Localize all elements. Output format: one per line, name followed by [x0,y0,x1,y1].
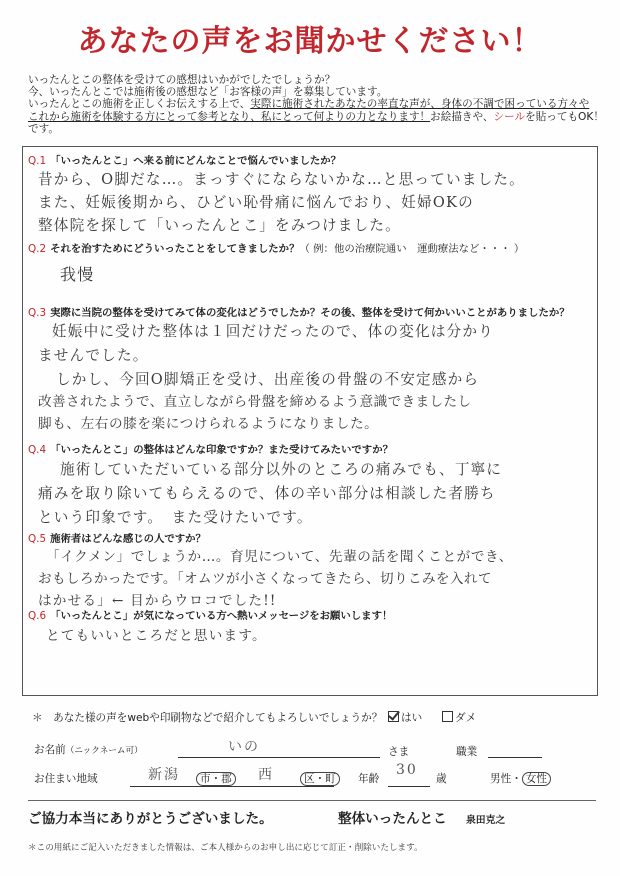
question-text: 「いったんとこ」が気になっている方へ熱いメッセージをお願いします！ [50,610,393,622]
job-field-line [488,757,542,758]
sama-label: さま [388,746,410,758]
intro-line-5: です。 [28,122,59,135]
question-number: Q.3 [28,307,47,319]
age-unit: 歳 [436,773,447,785]
intro-line-3b: 実際に施術されたあなたの率直な声が、身体の不調で困っている方々や [250,98,590,111]
name-label-text: お名前 [34,744,66,756]
question-4 [28,441,393,456]
answer-line: はかせる」← 目からウロコでした!! [38,593,277,609]
city-label-text: 市・郡 [196,772,236,786]
name-hint: （ニックネーム可） [65,746,143,756]
intro-line-1: いったんとこの整体を受けての感想はいかがでしたでしょうか？ [28,74,336,86]
question-text: 施術者はどんな感じの人ですか？ [50,533,206,545]
answer-line: おもしろかったです。「オムツが小さくなってきたら、切りこみを入れて [38,571,492,587]
intro-line-2: 今、いったんとこでは施術後の感想など「お客様の声」を募集しています。 [28,86,388,99]
footer-divider [28,800,596,801]
question-text: 実際に当院の整体を受けてみて体の変化はどうでしたか？その後、整体を受けて何かいいことがありましたか？ [50,307,570,319]
answer-line: 脚も、左右の膝を楽につけられるようになりました。 [38,416,379,432]
answer-line: 「イクメン」でしょうか…。育児について、先輩の話を聞くことができ、 [46,549,513,565]
consent-yes-label: はい [401,712,423,724]
checkbox-icon[interactable] [442,711,453,722]
intro-text [28,74,604,135]
answer-line: しかし、今回O脚矯正を受け、出産後の骨盤の不安定感から [56,371,480,388]
answer-line: 痛みを取り除いてもらえるので、体の辛い部分は相談した者勝ち [38,485,496,502]
name-label [34,742,143,757]
question-3 [28,304,570,319]
answer-line: 我慢 [60,265,95,284]
question-number: Q.6 [28,610,47,622]
age-label: 年齢 [358,773,380,785]
age-value[interactable]: 30 [396,762,418,778]
area-label: お住まい地域 [34,773,98,785]
question-text: 「いったんとこ」の整体はどんな印象ですか？また受けてみたいですか？ [50,444,393,456]
age-field-line [388,786,430,787]
answer-line: 昔から、O脚だな…。まっすぐにならないかな…と思っていました。 [38,171,525,188]
question-number: Q.5 [28,533,47,545]
question-text: それを治すためにどういったことをしてきましたか？ [50,243,300,255]
answer-line: とてもいいところだと思います。 [46,628,267,644]
check-icon[interactable] [388,711,399,722]
question-number: Q.1 [28,155,47,167]
consent-no-option[interactable] [442,710,476,725]
ward-label-text: 区・町 [300,772,340,786]
intro-line-4 [28,110,604,123]
intro-sticker-word: シール [493,110,526,123]
intro-line-3 [28,98,598,110]
answer-line: という印象です。 また受けたいです。 [38,509,313,526]
intro-line-3a: いったんとこの施術を正しくお伝えする上で、 [28,98,251,111]
answer-line: 整体院を探して「いったんとこ」をみつけました。 [38,217,401,234]
ward-label [300,771,340,786]
answer-line: ませんでした。 [38,347,149,364]
question-number: Q.2 [28,243,47,255]
intro-line-4a: これから施術を体験する方にとって参考となり、私にとって何よりの力となります！ [28,110,431,123]
answer-line: また、妊娠後期から、ひどい恥骨痛に悩んでおり、妊婦OKの [38,194,474,211]
city-label [196,771,236,786]
question-6 [28,607,392,622]
area-field-line [130,786,334,787]
question-1 [28,152,341,167]
consent-yes-option[interactable] [388,710,422,725]
gender-separator: ・ [511,773,522,785]
answer-line: 妊娠中に受けた整体は１回だけだったので、体の変化は分かり [52,323,494,340]
question-2 [28,240,524,255]
gender-options [490,771,551,786]
privacy-note: ＊この用紙にご記入いただきました情報は、ご本人様からのお申し出に応じて訂正・削除いたします。 [28,843,423,853]
prefecture-value[interactable]: 新潟 [148,767,180,783]
name-value[interactable]: いの [228,739,260,755]
question-hint: （ 例：他の治療院通い 運動療法など・・・ ） [299,243,525,255]
consent-question: ＊ あなた様の声をwebや印刷物などで紹介してもよろしいでしょうか？ [32,712,383,724]
brand-name: 整体いったんとこ [338,811,447,827]
thanks-message: ご協力本当にありがとうございました。 [28,811,273,827]
gender-male[interactable]: 男性 [490,773,512,785]
question-5 [28,530,206,545]
ward-value[interactable]: 西 [258,767,274,783]
name-field-line [178,757,380,758]
consent-no-label: ダメ [455,712,477,724]
question-text: 「いったんとこ」へ来る前にどんなことで悩んでいましたか？ [50,155,342,167]
question-number: Q.4 [28,444,47,456]
job-label: 職業 [456,746,478,758]
answer-line: 改善されたようで、直立しながら骨盤を締めるよう意識できましたし [38,394,472,410]
intro-line-4b: お絵描きや、 [430,110,494,123]
gender-female[interactable]: 女性 [522,772,551,786]
staff-name: 泉田克之 [466,815,506,826]
intro-line-4d: を貼ってもOK！ [525,110,604,123]
answer-line: 施術していただいている部分以外のところの痛みでも、丁寧に [60,461,503,478]
page-title: あなたの声をお聞かせください！ [77,24,543,59]
